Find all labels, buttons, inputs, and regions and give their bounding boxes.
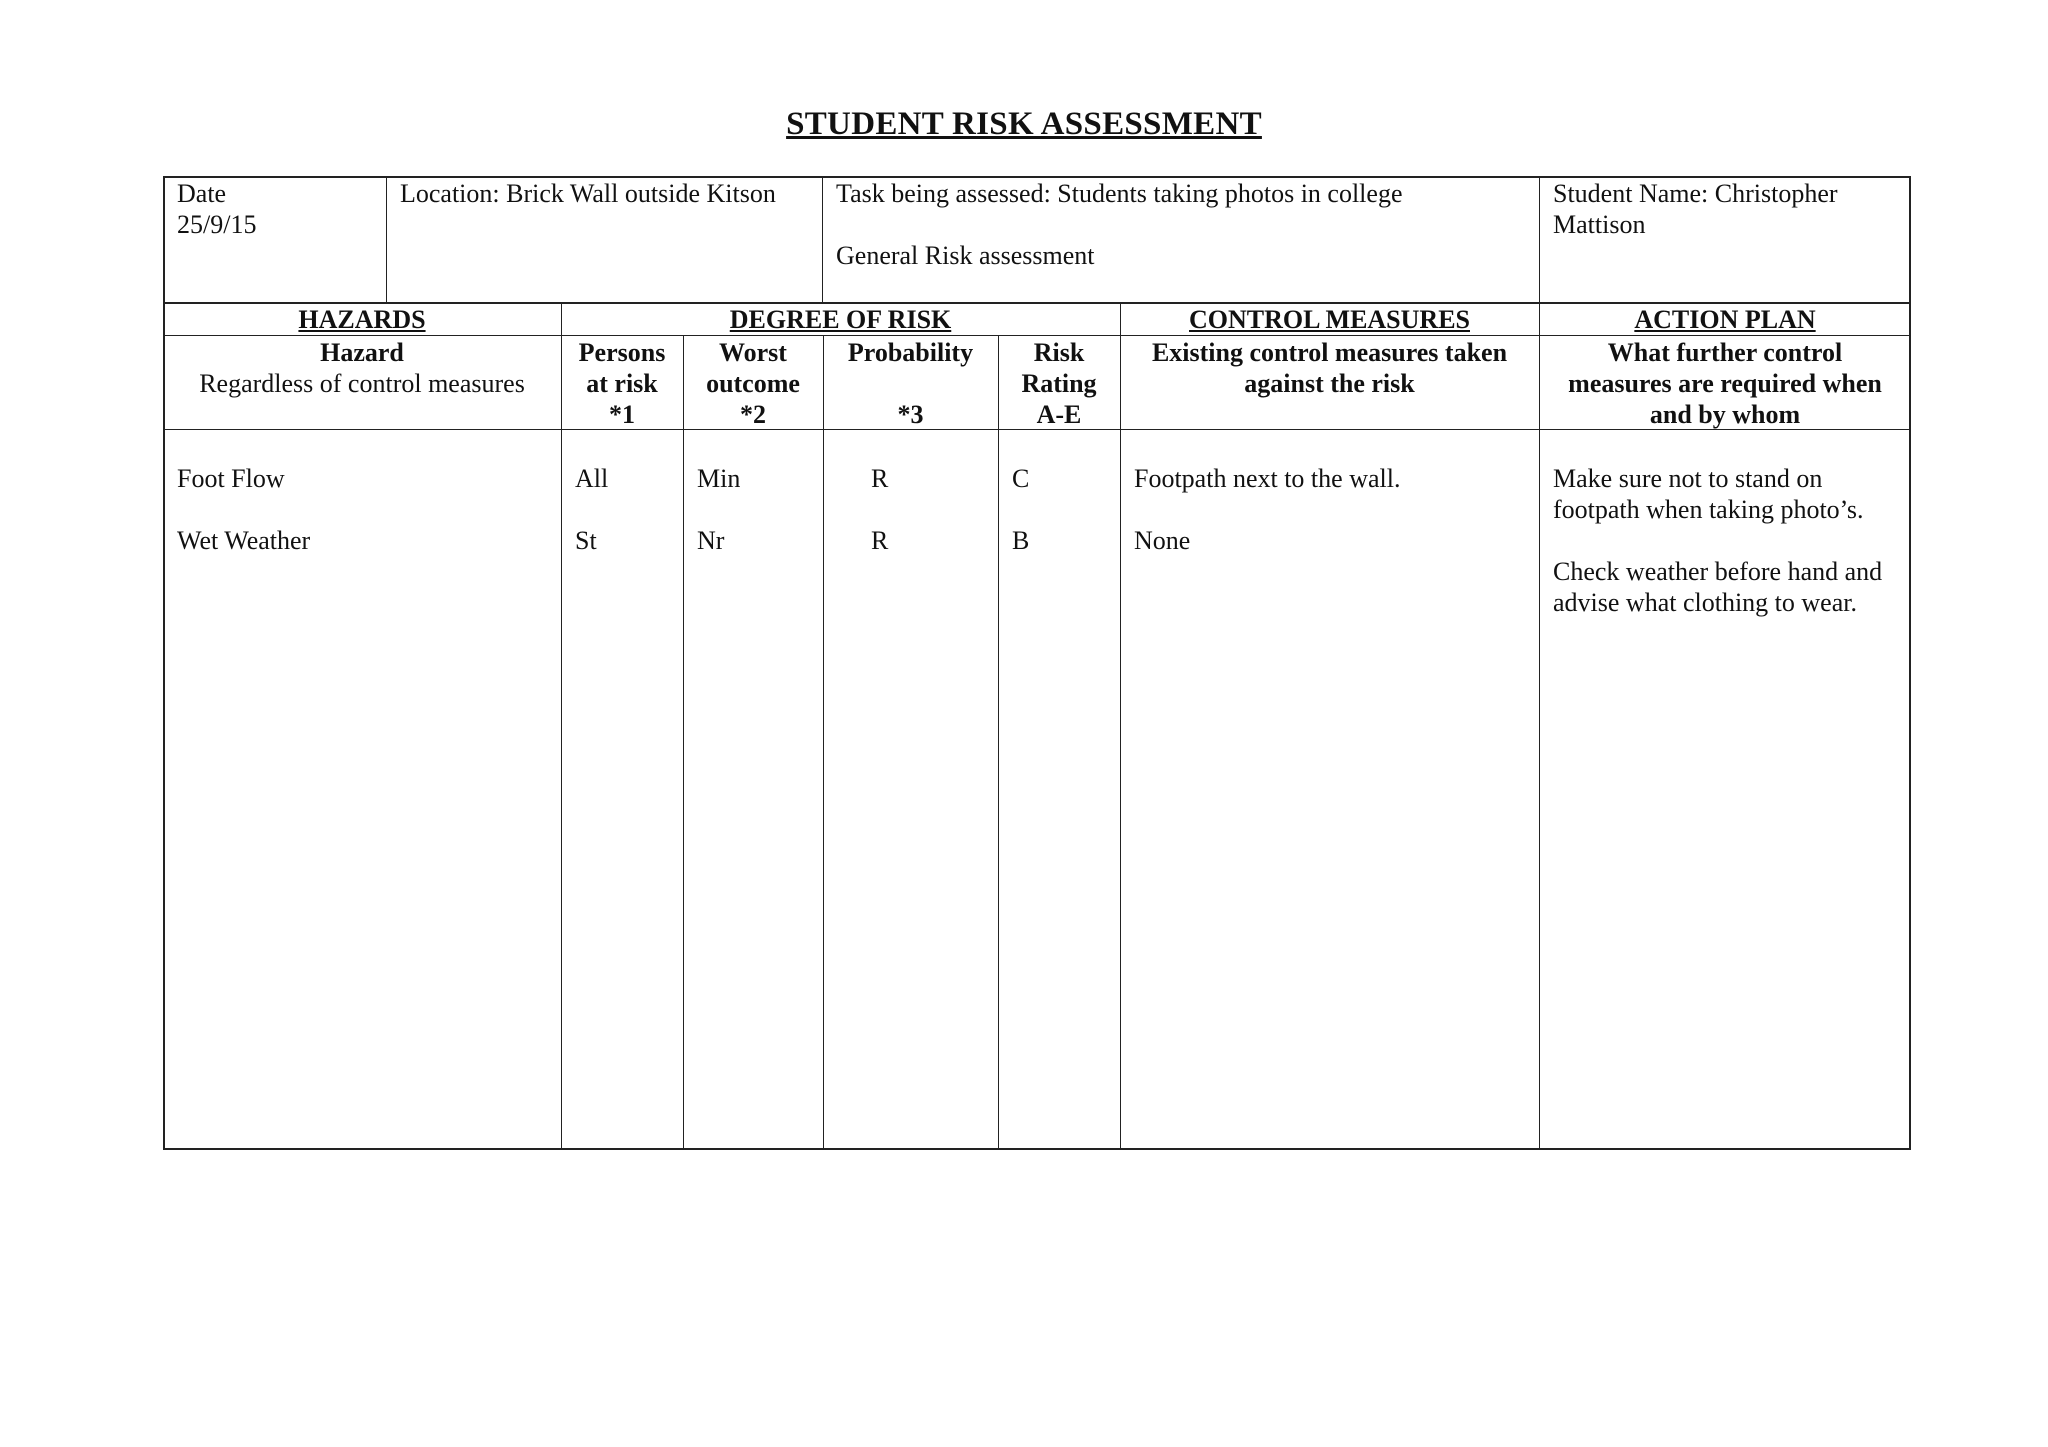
section-hazards: HAZARDS: [298, 305, 426, 334]
probability-cell: R: [871, 464, 889, 493]
worst-outcome-header: *2: [740, 400, 766, 429]
worst-outcome-cell: Min: [697, 464, 741, 493]
action-plan-cell: advise what clothing to wear.: [1553, 588, 1857, 617]
action-plan-cell: footpath when taking photo’s.: [1553, 495, 1864, 524]
persons-cell: All: [575, 464, 609, 493]
section-action-plan: ACTION PLAN: [1634, 305, 1816, 334]
hazard-cell: Wet Weather: [177, 526, 311, 555]
persons-at-risk-header: at risk: [586, 369, 658, 398]
task-note: General Risk assessment: [836, 241, 1095, 270]
further-control-header: measures are required when: [1568, 369, 1882, 398]
section-control-measures: CONTROL MEASURES: [1189, 305, 1470, 334]
action-plan-cell: Check weather before hand and: [1553, 557, 1883, 586]
risk-rating-cell: B: [1012, 526, 1030, 555]
worst-outcome-header: outcome: [706, 369, 800, 398]
risk-rating-cell: C: [1012, 464, 1030, 493]
worst-outcome-cell: Nr: [697, 526, 725, 555]
existing-control-header: Existing control measures taken: [1151, 338, 1508, 367]
control-measure-cell: Footpath next to the wall.: [1134, 464, 1401, 493]
divider: [1539, 176, 1540, 304]
risk-rating-header: A-E: [1036, 400, 1082, 429]
probability-header: Probability: [847, 338, 974, 367]
worst-outcome-header: Worst: [719, 338, 787, 367]
date-label: Date: [177, 179, 227, 208]
further-control-header: and by whom: [1649, 400, 1801, 429]
persons-at-risk-header: *1: [609, 400, 635, 429]
divider: [823, 335, 824, 1150]
risk-rating-header: Risk: [1033, 338, 1085, 367]
divider: [822, 176, 823, 304]
date-value: 25/9/15: [177, 210, 257, 239]
task-field: Task being assessed: Students taking photos in college: [836, 179, 1403, 208]
page-title: STUDENT RISK ASSESSMENT: [786, 106, 1262, 142]
divider: [998, 335, 999, 1150]
divider: [163, 335, 1911, 336]
risk-rating-header: Rating: [1021, 369, 1097, 398]
further-control-header: What further control: [1607, 338, 1843, 367]
hazard-column-title: Hazard: [320, 338, 404, 367]
persons-cell: St: [575, 526, 597, 555]
divider: [683, 335, 684, 1150]
section-degree-of-risk: DEGREE OF RISK: [729, 305, 952, 334]
probability-header: *3: [897, 400, 924, 429]
persons-at-risk-header: Persons: [578, 338, 666, 367]
location-field: Location: Brick Wall outside Kitson: [400, 179, 776, 208]
hazard-cell: Foot Flow: [177, 464, 285, 493]
student-name-field: Student Name: Christopher: [1553, 179, 1838, 208]
existing-control-header: against the risk: [1244, 369, 1415, 398]
divider: [1120, 302, 1121, 1150]
action-plan-cell: Make sure not to stand on: [1553, 464, 1823, 493]
student-name-continued: Mattison: [1553, 210, 1646, 239]
probability-cell: R: [871, 526, 889, 555]
hazard-column-subtitle: Regardless of control measures: [199, 369, 525, 398]
control-measure-cell: None: [1134, 526, 1191, 555]
divider: [386, 176, 387, 304]
